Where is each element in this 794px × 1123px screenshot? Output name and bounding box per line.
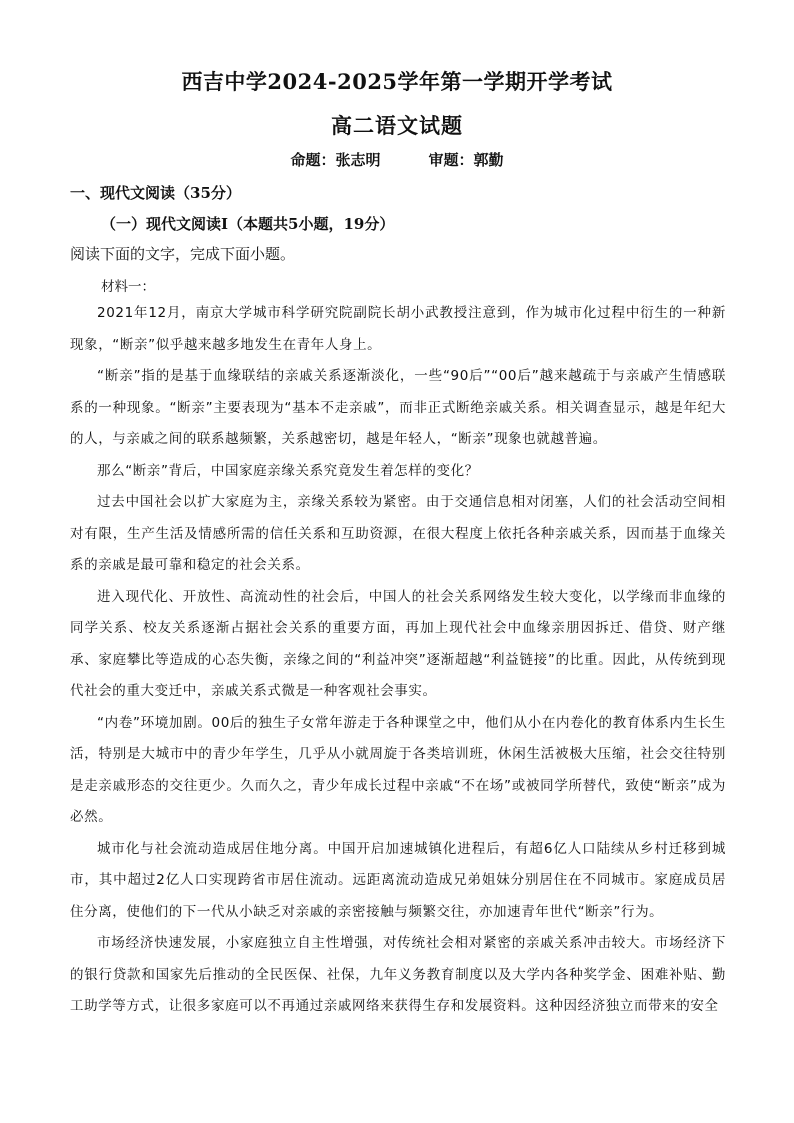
exam-title: 西吉中学2024-2025学年第一学期开学考试 [181,69,613,94]
section-heading: 一、现代文阅读（35分） [70,184,241,202]
paragraph: 2021年12月，南京大学城市科学研究院副院长胡小武教授注意到，作为城市化过程中衍生的一种新现象，“断亲”似乎越来越多地发生在青年人身上。 [70,305,726,353]
paragraph: 过去中国社会以扩大家庭为主，亲缘关系较为紧密。由于交通信息相对闭塞，人们的社会活动空间相对有限，生产生活及情感所需的信任关系和互助资源，在很大程度上依托各种亲戚关系，因而基于血缘关系的亲戚是最可靠和稳定的社会关系。 [70,494,726,573]
material-body [70,298,726,1023]
paragraph: 进入现代化、开放性、高流动性的社会后，中国人的社会关系网络发生较大变化，以学缘而非血缘的同学关系、校友关系逐渐占据社会关系的重要方面，再加上现代社会中血缘亲朋因拆迁、借贷、财产继承、家庭攀比等造成的心态失衡，亲缘之间的“利益冲突”逐渐超越“利益链接”的比重。因此，从传统到现代社会的重大变迁中，亲戚关系式微是一种客观社会事实。 [70,588,726,699]
paragraph: 那么“断亲”背后，中国家庭亲缘关系究竟发生着怎样的变化？ [97,462,479,479]
exam-subtitle: 高二语文试题 [331,113,463,138]
section-subheading: （一）现代文阅读Ⅰ（本题共5小题，19分） [101,215,395,233]
paragraph: 市场经济快速发展，小家庭独立自主性增强，对传统社会相对紧密的亲戚关系冲击较大。市场经济下的银行贷款和国家先后推动的全民医保、社保，九年义务教育制度以及大学内各种奖学金、困难补贴、勤工助学等方式，让很多家庭可以不再通过亲戚网络来获得生存和发展资料。这种因经济独立而带来的安全 [70,935,726,1014]
exam-authors [0,149,794,170]
reviewer-label: 审题：郭勤 [428,151,504,169]
reading-instruction: 阅读下面的文字，完成下面小题。 [70,245,296,263]
proposer-label: 命题：张志明 [290,151,381,169]
paragraph: “断亲”指的是基于血缘联结的亲戚关系逐渐淡化，一些“90后”“00后”越来越疏于与亲戚产生情感联系的一种现象。“断亲”主要表现为“基本不走亲戚”，而非正式断绝亲戚关系。相关调查显示，越是年纪大的人，与亲戚之间的联系越频繁，关系越密切，越是年轻人，“断亲”现象也就越普遍。 [70,368,726,447]
paragraph: “内卷”环境加剧。00后的独生子女常年游走于各种课堂之中，他们从小在内卷化的教育体系内生长生活，特别是大城市中的青少年学生，几乎从小就周旋于各类培训班，休闲生活被极大压缩，社会交往特别是走亲戚形态的交往更少。久而久之，青少年成长过程中亲戚“不在场”或被同学所替代，致使“断亲”成为必然。 [70,714,726,825]
material-label: 材料一： [101,279,155,295]
paragraph: 城市化与社会流动造成居住地分离。中国开启加速城镇化进程后，有超6亿人口陆续从乡村迁移到城市，其中超过2亿人口实现跨省市居住流动。远距离流动造成兄弟姐妹分别居住在不同城市。家庭成员居住分离，使他们的下一代从小缺乏对亲戚的亲密接触与频繁交往，亦加速青年世代“断亲”行为。 [70,840,726,920]
